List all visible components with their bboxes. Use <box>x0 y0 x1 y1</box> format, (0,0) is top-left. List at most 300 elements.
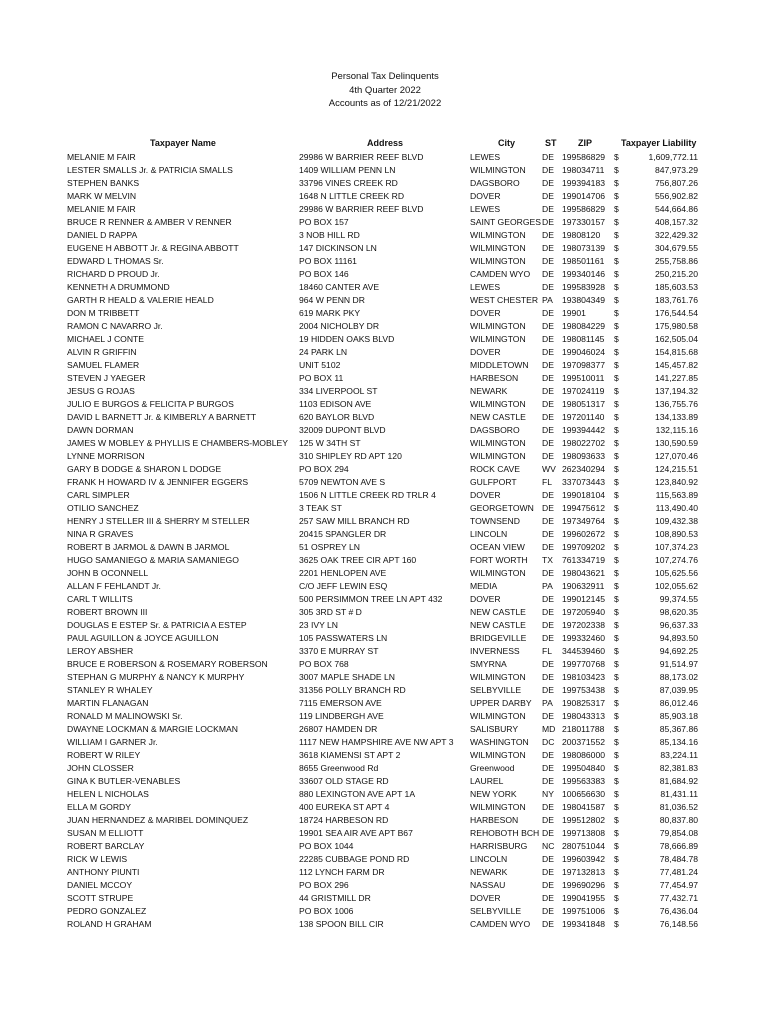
zip-cell: 337073443 <box>562 477 606 487</box>
liability-cell: 79,854.08 <box>659 828 698 838</box>
zip-cell: 199340146 <box>562 269 606 279</box>
taxpayer-name-cell: DOUGLAS E ESTEP Sr. & PATRICIA A ESTEP <box>67 620 247 630</box>
state-cell: DE <box>542 256 554 266</box>
liability-cell: 130,590.59 <box>654 438 698 448</box>
zip-cell: 193804349 <box>562 295 606 305</box>
table-row <box>0 749 770 762</box>
zip-cell: 197132813 <box>562 867 606 877</box>
currency-symbol: $ <box>614 477 619 487</box>
taxpayer-name-cell: ROLAND H GRAHAM <box>67 919 152 929</box>
address-cell: 32009 DUPONT BLVD <box>299 425 386 435</box>
city-cell: INVERNESS <box>470 646 520 656</box>
address-cell: 8655 Greenwood Rd <box>299 763 379 773</box>
currency-symbol: $ <box>614 230 619 240</box>
liability-cell: 304,679.55 <box>654 243 698 253</box>
table-row <box>0 762 770 775</box>
state-cell: DE <box>542 178 554 188</box>
liability-cell: 162,505.04 <box>654 334 698 344</box>
liability-cell: 137,194.32 <box>654 386 698 396</box>
table-row <box>0 411 770 424</box>
taxpayer-name-cell: CARL SIMPLER <box>67 490 130 500</box>
city-cell: SELBYVILLE <box>470 906 522 916</box>
taxpayer-name-cell: JOHN B OCONNELL <box>67 568 149 578</box>
city-cell: WILMINGTON <box>470 750 526 760</box>
city-cell: WILMINGTON <box>470 256 526 266</box>
zip-cell: 198093633 <box>562 451 606 461</box>
report-title: Personal Tax Delinquents <box>331 71 439 82</box>
state-cell: TX <box>542 555 553 565</box>
taxpayer-name-cell: LEROY ABSHER <box>67 646 134 656</box>
address-cell: 1117 NEW HAMPSHIRE AVE NW APT 3 <box>299 737 454 747</box>
table-row <box>0 671 770 684</box>
address-cell: PO BOX 11 <box>299 373 344 383</box>
currency-symbol: $ <box>614 659 619 669</box>
liability-cell: 78,666.89 <box>659 841 698 851</box>
city-cell: MEDIA <box>470 581 498 591</box>
address-cell: 7115 EMERSON AVE <box>299 698 382 708</box>
zip-cell: 197202338 <box>562 620 606 630</box>
address-cell: 619 MARK PKY <box>299 308 361 318</box>
state-cell: WV <box>542 464 556 474</box>
state-cell: DE <box>542 620 554 630</box>
zip-cell: 199394442 <box>562 425 606 435</box>
zip-cell: 198041587 <box>562 802 606 812</box>
zip-cell: 199586829 <box>562 204 606 214</box>
address-cell: 18724 HARBESON RD <box>299 815 389 825</box>
taxpayer-name-cell: OTILIO SANCHEZ <box>67 503 139 513</box>
taxpayer-name-cell: PAUL AGUILLON & JOYCE AGUILLON <box>67 633 219 643</box>
liability-cell: 134,133.89 <box>654 412 698 422</box>
state-cell: DE <box>542 906 554 916</box>
address-cell: 964 W PENN DR <box>299 295 365 305</box>
zip-cell: 200371552 <box>562 737 606 747</box>
taxpayer-name-cell: JULIO E BURGOS & FELICITA P BURGOS <box>67 399 234 409</box>
taxpayer-name-cell: DON M TRIBBETT <box>67 308 140 318</box>
currency-symbol: $ <box>614 490 619 500</box>
state-cell: DE <box>542 490 554 500</box>
state-cell: DE <box>542 321 554 331</box>
zip-cell: 218011788 <box>562 724 605 734</box>
currency-symbol: $ <box>614 256 619 266</box>
address-cell: 29986 W BARRIER REEF BLVD <box>299 152 424 162</box>
city-cell: TOWNSEND <box>470 516 520 526</box>
city-cell: MIDDLETOWN <box>470 360 529 370</box>
liability-cell: 88,173.02 <box>659 672 698 682</box>
table-row <box>0 918 770 931</box>
liability-cell: 81,036.52 <box>659 802 698 812</box>
taxpayer-name-cell: GARTH R HEALD & VALERIE HEALD <box>67 295 214 305</box>
currency-symbol: $ <box>614 854 619 864</box>
taxpayer-name-cell: FRANK H HOWARD IV & JENNIFER EGGERS <box>67 477 249 487</box>
address-cell: 147 DICKINSON LN <box>299 243 377 253</box>
zip-cell: 199602672 <box>562 529 606 539</box>
currency-symbol: $ <box>614 360 619 370</box>
table-row <box>0 255 770 268</box>
city-cell: NEW CASTLE <box>470 607 526 617</box>
state-cell: DE <box>542 438 554 448</box>
state-cell: DE <box>542 542 554 552</box>
address-cell: 20415 SPANGLER DR <box>299 529 387 539</box>
city-cell: DOVER <box>470 490 501 500</box>
table-row <box>0 307 770 320</box>
liability-cell: 756,807.26 <box>654 178 698 188</box>
liability-cell: 81,684.92 <box>659 776 698 786</box>
liability-cell: 91,514.97 <box>659 659 698 669</box>
address-cell: PO BOX 296 <box>299 880 349 890</box>
liability-cell: 82,381.83 <box>659 763 698 773</box>
table-row <box>0 736 770 749</box>
column-header-state: ST <box>545 138 557 148</box>
table-row <box>0 632 770 645</box>
address-cell: 19901 SEA AIR AVE APT B67 <box>299 828 413 838</box>
currency-symbol: $ <box>614 919 619 929</box>
state-cell: FL <box>542 646 553 656</box>
zip-cell: 199709202 <box>562 542 606 552</box>
liability-cell: 113,490.40 <box>655 503 698 513</box>
taxpayer-name-cell: KENNETH A DRUMMOND <box>67 282 170 292</box>
table-row <box>0 437 770 450</box>
state-cell: DE <box>542 607 554 617</box>
taxpayer-name-cell: JOHN CLOSSER <box>67 763 134 773</box>
table-row <box>0 775 770 788</box>
address-cell: 2201 HENLOPEN AVE <box>299 568 387 578</box>
zip-cell: 199012145 <box>562 594 606 604</box>
zip-cell: 199014706 <box>562 191 606 201</box>
table-row <box>0 723 770 736</box>
liability-cell: 108,890.53 <box>654 529 698 539</box>
state-cell: DE <box>542 373 554 383</box>
liability-cell: 107,274.76 <box>654 555 698 565</box>
city-cell: UPPER DARBY <box>470 698 532 708</box>
table-row <box>0 203 770 216</box>
liability-cell: 250,215.20 <box>654 269 698 279</box>
zip-cell: 198073139 <box>562 243 606 253</box>
city-cell: DOVER <box>470 594 501 604</box>
currency-symbol: $ <box>614 802 619 812</box>
liability-cell: 77,454.97 <box>659 880 698 890</box>
currency-symbol: $ <box>614 308 619 318</box>
state-cell: DE <box>542 711 554 721</box>
liability-cell: 185,603.53 <box>654 282 698 292</box>
taxpayer-name-cell: SCOTT STRUPE <box>67 893 134 903</box>
zip-cell: 198081145 <box>562 334 605 344</box>
table-row <box>0 892 770 905</box>
state-cell: DE <box>542 854 554 864</box>
table-row <box>0 866 770 879</box>
table-row <box>0 528 770 541</box>
table-row <box>0 216 770 229</box>
state-cell: DE <box>542 425 554 435</box>
city-cell: DOVER <box>470 893 501 903</box>
address-cell: PO BOX 157 <box>299 217 349 227</box>
table-row <box>0 658 770 671</box>
city-cell: LINCOLN <box>470 529 508 539</box>
currency-symbol: $ <box>614 269 619 279</box>
city-cell: DOVER <box>470 191 501 201</box>
address-cell: 18460 CANTER AVE <box>299 282 380 292</box>
city-cell: HARBESON <box>470 373 519 383</box>
liability-cell: 85,903.18 <box>659 711 698 721</box>
address-cell: 3007 MAPLE SHADE LN <box>299 672 396 682</box>
taxpayer-name-cell: BRUCE R RENNER & AMBER V RENNER <box>67 217 232 227</box>
address-cell: 119 LINDBERGH AVE <box>299 711 384 721</box>
taxpayer-name-cell: STEPHEN BANKS <box>67 178 140 188</box>
city-cell: WILMINGTON <box>470 711 526 721</box>
zip-cell: 198084229 <box>562 321 606 331</box>
zip-cell: 262340294 <box>562 464 606 474</box>
taxpayer-name-cell: LESTER SMALLS Jr. & PATRICIA SMALLS <box>67 165 233 175</box>
taxpayer-name-cell: BRUCE E ROBERSON & ROSEMARY ROBERSON <box>67 659 268 669</box>
address-cell: 257 SAW MILL BRANCH RD <box>299 516 410 526</box>
table-row <box>0 814 770 827</box>
state-cell: DE <box>542 191 554 201</box>
table-row <box>0 320 770 333</box>
table-row <box>0 606 770 619</box>
state-cell: DE <box>542 503 554 513</box>
address-cell: 51 OSPREY LN <box>299 542 360 552</box>
zip-cell: 190825317 <box>562 698 606 708</box>
liability-cell: 83,224.11 <box>660 750 698 760</box>
city-cell: GEORGETOWN <box>470 503 534 513</box>
table-row <box>0 281 770 294</box>
zip-cell: 199504840 <box>562 763 606 773</box>
liability-cell: 76,148.56 <box>659 919 698 929</box>
currency-symbol: $ <box>614 789 619 799</box>
zip-cell: 199018104 <box>562 490 606 500</box>
liability-cell: 544,664.86 <box>654 204 698 214</box>
city-cell: WILMINGTON <box>470 399 526 409</box>
state-cell: NY <box>542 789 554 799</box>
liability-cell: 183,761.76 <box>654 295 698 305</box>
state-cell: DE <box>542 347 554 357</box>
address-cell: 44 GRISTMILL DR <box>299 893 371 903</box>
liability-cell: 94,893.50 <box>659 633 698 643</box>
state-cell: DE <box>542 919 554 929</box>
currency-symbol: $ <box>614 841 619 851</box>
city-cell: WILMINGTON <box>470 568 526 578</box>
liability-cell: 94,692.25 <box>659 646 698 656</box>
address-cell: PO BOX 768 <box>299 659 349 669</box>
state-cell: DE <box>542 360 554 370</box>
city-cell: WILMINGTON <box>470 334 526 344</box>
currency-symbol: $ <box>614 880 619 890</box>
currency-symbol: $ <box>614 555 619 565</box>
address-cell: 3 NOB HILL RD <box>299 230 360 240</box>
zip-cell: 19901 <box>562 308 586 318</box>
taxpayer-name-cell: MARTIN FLANAGAN <box>67 698 149 708</box>
liability-cell: 127,070.46 <box>654 451 698 461</box>
state-cell: DE <box>542 776 554 786</box>
liability-cell: 154,815.68 <box>654 347 698 357</box>
taxpayer-name-cell: HELEN L NICHOLAS <box>67 789 149 799</box>
table-row <box>0 450 770 463</box>
state-cell: FL <box>542 477 553 487</box>
state-cell: DE <box>542 685 554 695</box>
state-cell: DE <box>542 243 554 253</box>
city-cell: DAGSBORO <box>470 425 520 435</box>
state-cell: DE <box>542 451 554 461</box>
liability-cell: 105,625.56 <box>654 568 698 578</box>
currency-symbol: $ <box>614 451 619 461</box>
city-cell: BRIDGEVILLE <box>470 633 527 643</box>
address-cell: 880 LEXINGTON AVE APT 1A <box>299 789 416 799</box>
state-cell: DE <box>542 594 554 604</box>
liability-cell: 99,374.55 <box>659 594 698 604</box>
currency-symbol: $ <box>614 620 619 630</box>
taxpayer-name-cell: HENRY J STELLER III & SHERRY M STELLER <box>67 516 250 526</box>
report-header <box>0 70 770 111</box>
state-cell: PA <box>542 698 553 708</box>
zip-cell: 280751044 <box>562 841 606 851</box>
city-cell: LEWES <box>470 204 501 214</box>
liability-cell: 102,055.62 <box>654 581 698 591</box>
taxpayer-name-cell: DWAYNE LOCKMAN & MARGIE LOCKMAN <box>67 724 238 734</box>
state-cell: NC <box>542 841 555 851</box>
column-header-city: City <box>498 138 516 148</box>
state-cell: DE <box>542 763 554 773</box>
address-cell: PO BOX 1006 <box>299 906 354 916</box>
currency-symbol: $ <box>614 204 619 214</box>
taxpayer-name-cell: LYNNE MORRISON <box>67 451 145 461</box>
city-cell: LEWES <box>470 282 501 292</box>
zip-cell: 199512802 <box>562 815 606 825</box>
state-cell: DE <box>542 880 554 890</box>
table-row <box>0 619 770 632</box>
zip-cell: 198501161 <box>562 256 605 266</box>
zip-cell: 199753438 <box>562 685 606 695</box>
taxpayer-name-cell: DANIEL MCCOY <box>67 880 133 890</box>
state-cell: DE <box>542 815 554 825</box>
city-cell: SMYRNA <box>470 659 507 669</box>
currency-symbol: $ <box>614 373 619 383</box>
state-cell: DC <box>542 737 555 747</box>
liability-cell: 85,367.86 <box>659 724 698 734</box>
zip-cell: 198086000 <box>562 750 606 760</box>
city-cell: DOVER <box>470 347 501 357</box>
table-row <box>0 827 770 840</box>
liability-cell: 81,431.11 <box>660 789 698 799</box>
taxpayer-name-cell: SUSAN M ELLIOTT <box>67 828 144 838</box>
currency-symbol: $ <box>614 178 619 188</box>
liability-cell: 132,115.16 <box>655 425 698 435</box>
taxpayer-name-cell: DAWN DORMAN <box>67 425 134 435</box>
table-row <box>0 567 770 580</box>
currency-symbol: $ <box>614 724 619 734</box>
liability-cell: 145,457.82 <box>654 360 698 370</box>
address-cell: 305 3RD ST # D <box>299 607 362 617</box>
currency-symbol: $ <box>614 737 619 747</box>
address-cell: PO BOX 11161 <box>299 256 357 266</box>
zip-cell: 199394183 <box>562 178 606 188</box>
zip-cell: 100656630 <box>562 789 606 799</box>
table-row <box>0 879 770 892</box>
taxpayer-name-cell: GINA K BUTLER-VENABLES <box>67 776 181 786</box>
city-cell: LAUREL <box>470 776 504 786</box>
taxpayer-name-cell: MELANIE M FAIR <box>67 204 136 214</box>
zip-cell: 190632911 <box>562 581 605 591</box>
city-cell: OCEAN VIEW <box>470 542 525 552</box>
table-row <box>0 541 770 554</box>
taxpayer-name-cell: RONALD M MALINOWSKI Sr. <box>67 711 183 721</box>
currency-symbol: $ <box>614 321 619 331</box>
currency-symbol: $ <box>614 607 619 617</box>
zip-cell: 199751006 <box>562 906 606 916</box>
city-cell: SAINT GEORGES <box>470 217 541 227</box>
liability-cell: 847,973.29 <box>654 165 698 175</box>
address-cell: 22285 CUBBAGE POND RD <box>299 854 410 864</box>
state-cell: DE <box>542 308 554 318</box>
currency-symbol: $ <box>614 581 619 591</box>
table-row <box>0 424 770 437</box>
address-cell: 31356 POLLY BRANCH RD <box>299 685 406 695</box>
currency-symbol: $ <box>614 503 619 513</box>
zip-cell: 199586829 <box>562 152 606 162</box>
city-cell: NEW CASTLE <box>470 620 526 630</box>
report-as-of: Accounts as of 12/21/2022 <box>328 98 442 109</box>
taxpayer-name-cell: ALVIN R GRIFFIN <box>67 347 137 357</box>
taxpayer-name-cell: RAMON C NAVARRO Jr. <box>67 321 163 331</box>
address-cell: 334 LIVERPOOL ST <box>299 386 378 396</box>
zip-cell: 344539460 <box>562 646 606 656</box>
taxpayer-name-cell: MARK W MELVIN <box>67 191 137 201</box>
address-cell: C/O JEFF LEWIN ESQ <box>299 581 388 591</box>
zip-cell: 197330157 <box>562 217 606 227</box>
city-cell: SELBYVILLE <box>470 685 522 695</box>
state-cell: DE <box>542 633 554 643</box>
state-cell: DE <box>542 659 554 669</box>
column-header-address: Address <box>367 138 404 148</box>
currency-symbol: $ <box>614 763 619 773</box>
taxpayer-name-cell: STEVEN J YAEGER <box>67 373 146 383</box>
city-cell: WILMINGTON <box>470 230 526 240</box>
taxpayer-name-cell: ELLA M GORDY <box>67 802 131 812</box>
liability-cell: 78,484.78 <box>659 854 698 864</box>
report-period: 4th Quarter 2022 <box>349 84 421 96</box>
city-cell: NEWARK <box>470 386 508 396</box>
currency-symbol: $ <box>614 685 619 695</box>
address-cell: 112 LYNCH FARM DR <box>299 867 385 877</box>
city-cell: WILMINGTON <box>470 165 526 175</box>
address-cell: 3625 OAK TREE CIR APT 160 <box>299 555 417 565</box>
liability-cell: 556,902.82 <box>654 191 698 201</box>
city-cell: GULFPORT <box>470 477 517 487</box>
state-cell: DE <box>542 828 554 838</box>
liability-cell: 85,134.16 <box>659 737 698 747</box>
city-cell: WILMINGTON <box>470 802 526 812</box>
taxpayer-name-cell: ALLAN F FEHLANDT Jr. <box>67 581 161 591</box>
table-row <box>0 463 770 476</box>
table-row <box>0 645 770 658</box>
address-cell: 3618 KIAMENSI ST APT 2 <box>299 750 401 760</box>
table-row <box>0 268 770 281</box>
table-row <box>0 853 770 866</box>
state-cell: DE <box>542 867 554 877</box>
zip-cell: 199770768 <box>562 659 606 669</box>
table-row <box>0 229 770 242</box>
address-cell: 2004 NICHOLBY DR <box>299 321 380 331</box>
zip-cell: 199713808 <box>562 828 606 838</box>
currency-symbol: $ <box>614 399 619 409</box>
taxpayer-name-cell: ANTHONY PIUNTI <box>67 867 140 877</box>
currency-symbol: $ <box>614 646 619 656</box>
zip-cell: 199332460 <box>562 633 606 643</box>
taxpayer-name-cell: ROBERT BROWN III <box>67 607 148 617</box>
city-cell: WILMINGTON <box>470 321 526 331</box>
address-cell: 1103 EDISON AVE <box>299 399 372 409</box>
currency-symbol: $ <box>614 698 619 708</box>
liability-cell: 136,755.76 <box>654 399 698 409</box>
city-cell: Greenwood <box>470 763 515 773</box>
